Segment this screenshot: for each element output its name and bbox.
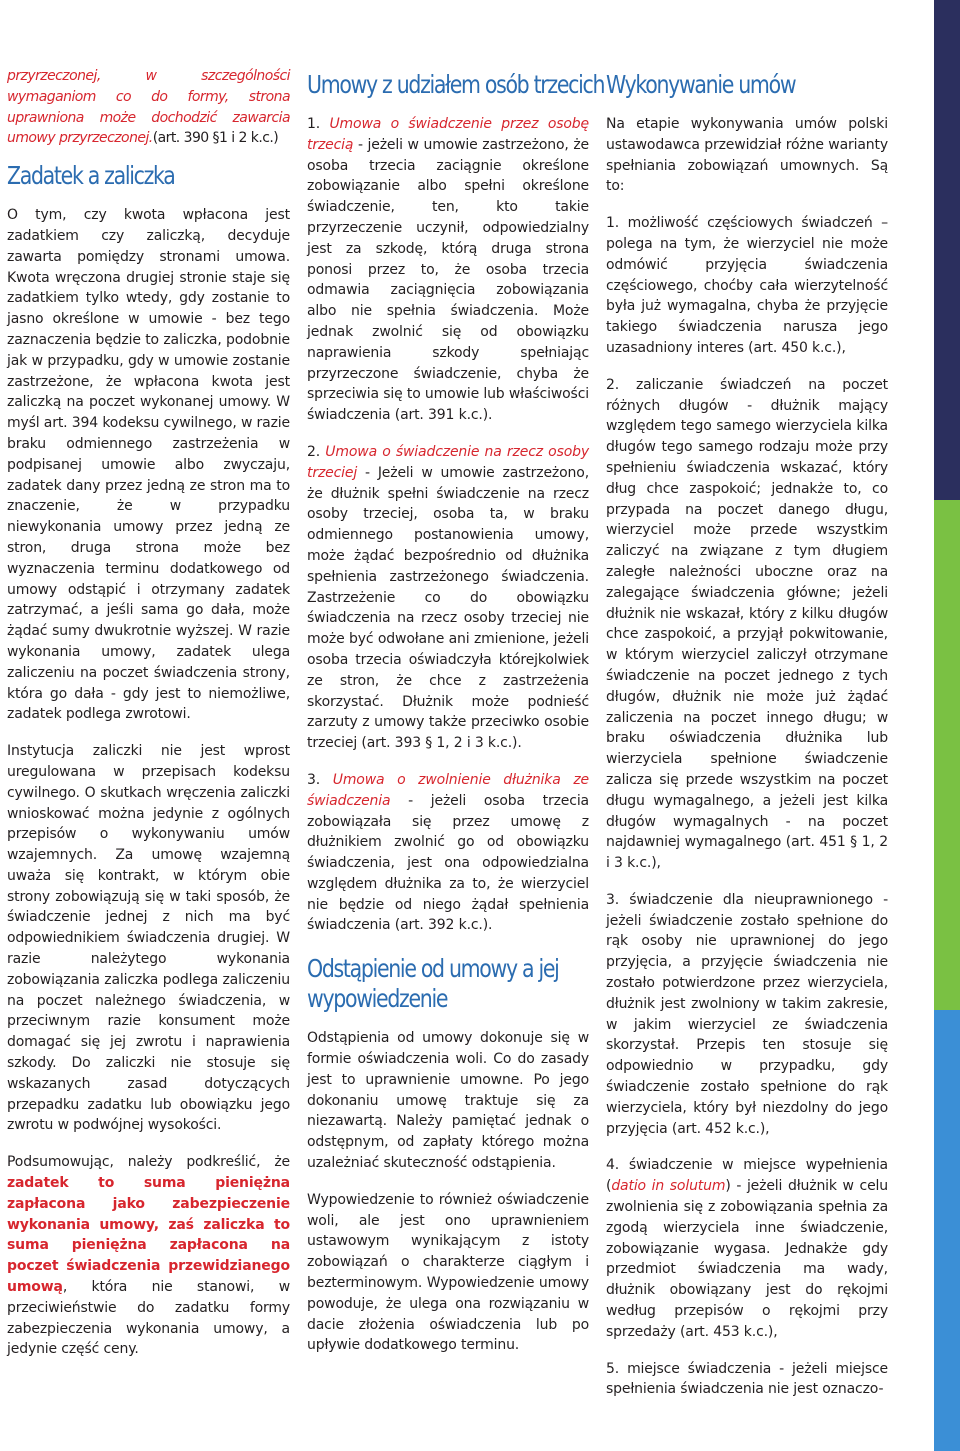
item-title: Umowa o świadczenie na rzecz osoby trzeciej <box>307 443 589 481</box>
list-item <box>307 114 589 426</box>
heading-odstapienie: Odstąpienie od umowy a jej wypowiedzenie <box>307 954 559 1014</box>
latin-term: datio in solutum <box>611 1178 726 1195</box>
list-item: 1. możliwość częściowych świadczeń – polega na tym, że wierzyciel nie może odmówić przyjęcia świadczenia częściowego, choćby cała wierzytelność była już wymagalna, chyba że przyjęcie takiego świadczenia narusza jego uzasadniony interes (art. 450 k.c.), <box>606 215 888 356</box>
heading-osoby-trzecie: Umowy z udziałem osób trzecich <box>307 70 605 99</box>
sidebar-band-navy <box>934 0 960 500</box>
heading-zadatek: Zadatek a zaliczka <box>7 161 175 191</box>
item-text: 4. świadczenie w miejsce wypełnienia ( <box>606 1157 888 1195</box>
column-left <box>7 66 290 1376</box>
item-text: - Jeżeli w umowie zastrzeżono, że dłużnik spełni świadczenie na rzecz osoby trzeciej, osoba ta, w braku odmiennego postanowienia umowy, może żądać bezpośrednio od dłużnika spełnienia zastrzeżonego świadczenia. Zastrzeżenie co do obowiązku świadczenia na rzecz osoby trzeciej nie może być odwołane ani zmienione, jeżeli osoba trzecia oświadczyła którejkolwiek ze stron, że chce z zastrzeżenia skorzystać. Dłużnik może podnieść zarzuty z umowy także przeciwko osobie trzeciej (art. 393 § 1, 2 i 3 k.c.). <box>307 464 589 752</box>
item-title: Umowa o świadczenie przez osobę trzecią <box>307 116 589 153</box>
list-item <box>606 1155 888 1342</box>
list-item <box>307 770 589 936</box>
paragraph-intro: Na etapie wykonywania umów polski ustawodawca przewidział różne warianty spełniania zobowiązań umownych. Są to: <box>606 116 888 195</box>
item-title: Umowa o zwolnienie dłużnika ze świadczenia <box>307 771 589 809</box>
heading-wykonywanie: Wykonywanie umów <box>606 70 796 99</box>
item-number: 2. <box>307 443 326 460</box>
summary-tail: , która nie stanowi, w przeciwieństwie do zadatku formy zabezpieczenia wykonania umowy, a jedynie część ceny. <box>7 1279 290 1358</box>
sidebar-band-green <box>934 500 960 1010</box>
list-item: 2. zaliczanie świadczeń na poczet różnych długów - dłużnik mający względem tego samego wierzyciela kilka długów tego samego rodzaju może przy spełnieniu świadczenia wskazać, który dług chce zaspokoić; jednakże to, co przypada na poczet danego długu, wierzyciel może przede wszystkim zaliczyć na związane z tym długiem zaległe należności uboczne oraz na zalegające świadczenia główne; jeżeli dłużnik nie wskazał, który z kilku długów chce zaspokoić, a przyjął pokwitowanie, w którym wierzyciel zaliczył otrzymane świadczenie na poczet jednego z tych długów, dłużnik nie może już żądać zaliczenia na poczet innego długu; w braku oświadczenia dłużnika lub wierzyciela spełnione świadczenie zalicza się przede wszystkim na poczet długu wymagalnego, a jeżeli jest kilka długów wymagalnych - na poczet najdawniej wymagalnego (art. 451 § 1, 2 i 3 k.c.), <box>606 376 888 872</box>
paragraph-odstapienie: Odstąpienia od umowy dokonuje się w formie oświadczenia woli. Co do zasady jest to uprawnienie umowne. Po jego dokonaniu umowę traktuje się za niezawartą. Należy pamiętać jednak o odstępnym, od zapłaty którego można uzależniać skuteczność odstąpienia. <box>307 1030 589 1172</box>
intro-reference: (art. 390 §1 i 2 k.c.) <box>152 130 279 147</box>
column-middle <box>307 70 605 1372</box>
color-sidebar <box>934 0 960 1451</box>
summary-highlight: zadatek to suma pieniężna zapłacona jako zabezpieczenie wykonania umowy, zaś zaliczka to suma pieniężna zapłacona na poczet świadczenia przewidzianego umową <box>7 1175 290 1296</box>
item-text: - jeżeli osoba trzecia zobowiązała się przez umowę z dłużnikiem zwolnić go od obowiązku świadczenia, jest ona odpowiedzialna względem dłużnika za to, że wierzyciel nie będzie od niego żądał spełnienia świadczenia (art. 392 k.c.). <box>307 792 589 934</box>
summary-lead: Podsumowując, należy podkreślić, że <box>7 1154 290 1171</box>
paragraph-wypowiedzenie: Wypowiedzenie to również oświadczenie woli, ale jest ono uprawnieniem ustawowym wynikającym z istoty zobowiązań o charakterze ciągłym i bezterminowym. Wypowiedzenie umowy powoduje, że ulega ona rozwiązaniu w dacie złożenia oświadczenia lub po upływie dodatkowego terminu. <box>307 1191 589 1354</box>
item-text: ) - jeżeli dłużnik w celu zwolnienia się z zobowiązania spełnia za zgodą wierzyciela inne świadczenie, zobowiązanie wygasa. Jednakże gdy przedmiot świadczenia ma wady, dłużnik obowiązany jest do rękojmi według przepisów o rękojmi przy sprzedaży (art. 453 k.c.), <box>606 1178 889 1340</box>
list-item <box>307 442 589 754</box>
item-number: 3. <box>307 771 333 788</box>
intro-red-text: przyrzeczonej, w szczególności wymaganiom co do formy, strona uprawniona może dochodzić zawarcia umowy przyrzeczonej. <box>7 68 290 147</box>
paragraph-zadatek: O tym, czy kwota wpłacona jest zadatkiem czy zaliczką, decyduje zawarta pomiędzy stronami umowa. Kwota wręczona drugiej stronie staje się zadatkiem tylko wtedy, gdy zostanie to jasno określone w umowie - bez tego zaznaczenia będzie to zaliczka, podobnie jak w przypadku, gdy w umowie zostanie zastrzeżone, że wpłacona kwota jest zaliczką na poczet wykonanej umowy. W myśl art. 394 kodeksu cywilnego, w razie braku odmiennego zastrzeżenia w podpisanej umowie albo zwyczaju, zadatek dany przez jedną ze stron ma to znaczenie, że w przypadku niewykonania umowy przez jedną ze stron, druga strona może bez wyznaczenia terminu dodatkowego od umowy odstąpić i otrzymany zadatek zatrzymać, a jeśli sama go dała, może żądać sumy dwukrotnie wyższej. W razie wykonania umowy, zadatek ulega zaliczeniu na poczet świadczenia strony, która go dała - gdy jest to niemożliwe, zadatek podlega zwrotowi. <box>7 207 290 723</box>
paragraph-zaliczka: Instytucja zaliczki nie jest wprost uregulowana w przepisach kodeksu cywilnego. O skutkach wręczenia zaliczki wnioskować można jedynie z ogólnych przepisów o wykonywaniu umów wzajemnych. Za umowę wzajemną uważa się kontrakt, w którym obie strony zobowiązują się w taki sposób, że świadczenie jednej z nich ma być odpowiednikiem świadczenia drugiej. W razie należytego wykonania zobowiązania zaliczka podlega zaliczeniu na poczet należnego świadczenia, w przeciwnym razie konsument może domagać się jej zwrotu i naprawienia szkody. Do zaliczki nie stosuje się wskazanych zasad dotyczących przepadku zadatku lub obowiązku jego zwrotu w podwójnej wysokości. <box>7 743 290 1134</box>
column-right <box>606 70 888 1416</box>
item-number: 1. <box>307 116 330 132</box>
paragraph-summary <box>7 1152 290 1360</box>
list-item: 3. świadczenie dla nieuprawnionego - jeżeli świadczenie zostało spełnione do rąk osoby nie uprawnionej do jego przyjęcia, a przyjęcie świadczenia nie zostało potwierdzone przez wierzyciela, dłużnik jest zwolniony w takim zakresie, w jakim wierzyciel ze świadczenia skorzystał. Przepis ten stosuje się odpowiednio w przypadku, gdy świadczenie zostało spełnione do rąk wierzyciela, który był niezdolny do jego przyjęcia (art. 452 k.c.), <box>606 891 888 1137</box>
sidebar-band-blue <box>934 1010 960 1451</box>
list-item: 5. miejsce świadczenia - jeżeli miejsce spełnienia świadczenia nie jest oznaczo- <box>606 1360 888 1398</box>
item-text: - jeżeli w umowie zastrzeżono, że osoba trzecia zaciągnie określone zobowiązanie albo spełni określone świadczenie, ten, kto takie przyrzeczenie uczynił, odpowiedzialny jest za szkodę, którą druga strona ponosi przez to, że osoba trzecia odmawia zaciągnięcia zobowiązania albo nie spełnia świadczenia. Może jednak zwolnić się od obowiązku naprawienia szkody spełniając przyrzeczone świadczenie, chyba że sprzeciwia się to umowie lub właściwości świadczenia (art. 391 k.c.). <box>307 136 589 424</box>
intro-paragraph <box>7 66 290 149</box>
